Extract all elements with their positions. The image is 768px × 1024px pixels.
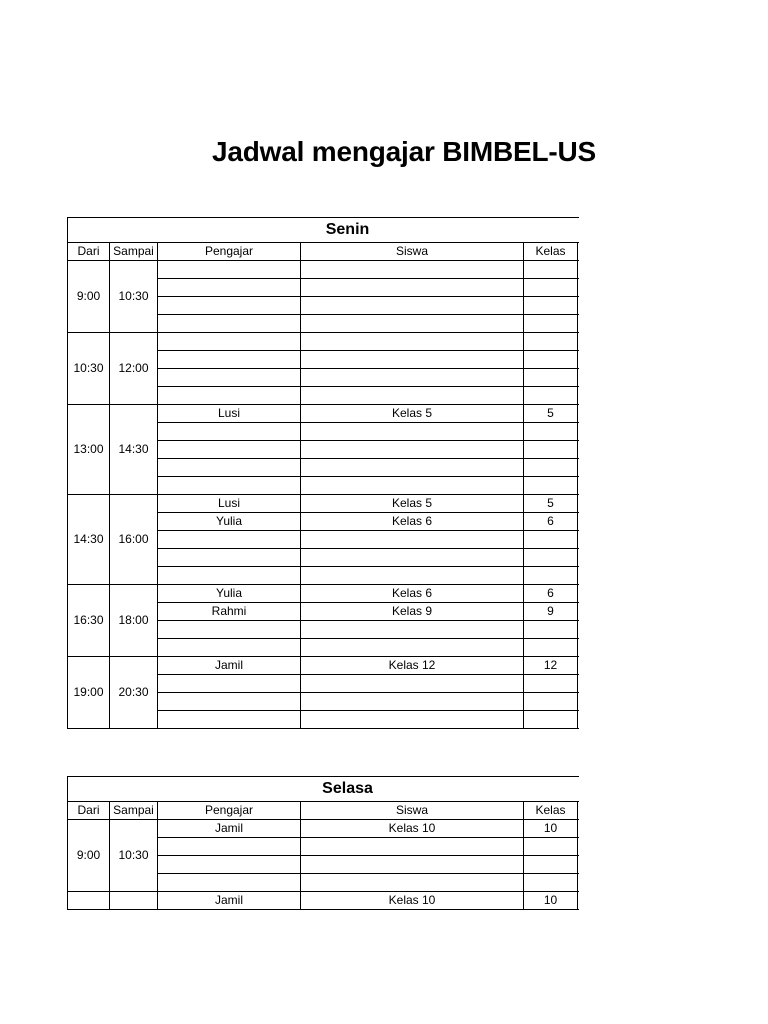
page-title: Jadwal mengajar BIMBEL-US — [212, 136, 596, 167]
student-cell — [301, 459, 524, 477]
student-cell: Kelas 12 — [301, 657, 524, 675]
student-cell — [301, 567, 524, 585]
class-cell — [524, 567, 578, 585]
empty-cell — [578, 856, 580, 874]
empty-cell — [578, 874, 580, 892]
slot-end-time: 20:30 — [110, 657, 158, 729]
empty-cell — [578, 297, 580, 315]
slot-end-time: 10:30 — [110, 261, 158, 333]
student-cell — [301, 441, 524, 459]
empty-cell — [578, 802, 580, 820]
student-cell: Kelas 9 — [301, 603, 524, 621]
class-cell — [524, 261, 578, 279]
day-header-row — [68, 777, 580, 802]
class-cell — [524, 387, 578, 405]
slot-start-time: 19:00 — [68, 657, 110, 729]
empty-cell — [578, 711, 580, 729]
student-cell — [301, 477, 524, 495]
teacher-cell: Rahmi — [158, 603, 301, 621]
teacher-cell — [158, 279, 301, 297]
student-cell: Kelas 6 — [301, 585, 524, 603]
teacher-cell: Jamil — [158, 657, 301, 675]
column-header-dari: Dari — [68, 802, 110, 820]
column-header-pengajar: Pengajar — [158, 243, 301, 261]
day-name: Senin — [68, 218, 580, 243]
empty-cell — [578, 459, 580, 477]
class-cell — [524, 675, 578, 693]
class-cell: 5 — [524, 495, 578, 513]
teacher-cell — [158, 693, 301, 711]
table-row — [68, 657, 580, 675]
slot-start-time: 10:30 — [68, 333, 110, 405]
class-cell: 10 — [524, 892, 578, 910]
class-cell: 5 — [524, 405, 578, 423]
teacher-cell: Lusi — [158, 495, 301, 513]
table-row — [68, 333, 580, 351]
column-header-pengajar: Pengajar — [158, 802, 301, 820]
table-row — [68, 820, 580, 838]
class-cell — [524, 459, 578, 477]
class-cell: 6 — [524, 513, 578, 531]
teacher-cell — [158, 297, 301, 315]
slot-end-time — [110, 892, 158, 910]
empty-cell — [578, 243, 580, 261]
teacher-cell — [158, 531, 301, 549]
empty-cell — [578, 369, 580, 387]
column-header-dari: Dari — [68, 243, 110, 261]
empty-cell — [578, 477, 580, 495]
table-row — [68, 405, 580, 423]
class-cell — [524, 621, 578, 639]
column-header-sampai: Sampai — [110, 802, 158, 820]
empty-cell — [578, 261, 580, 279]
schedule-senin — [67, 217, 579, 742]
empty-cell — [578, 531, 580, 549]
teacher-cell: Jamil — [158, 820, 301, 838]
empty-cell — [578, 892, 580, 910]
teacher-cell — [158, 856, 301, 874]
teacher-cell — [158, 333, 301, 351]
student-cell — [301, 856, 524, 874]
teacher-cell — [158, 387, 301, 405]
empty-cell — [578, 387, 580, 405]
class-cell — [524, 874, 578, 892]
teacher-cell: Yulia — [158, 513, 301, 531]
class-cell — [524, 369, 578, 387]
class-cell: 12 — [524, 657, 578, 675]
slot-start-time: 14:30 — [68, 495, 110, 585]
table-row — [68, 261, 580, 279]
schedule-table — [67, 776, 579, 910]
empty-cell — [578, 495, 580, 513]
teacher-cell — [158, 838, 301, 856]
class-cell — [524, 333, 578, 351]
class-cell — [524, 856, 578, 874]
schedule-selasa — [67, 776, 579, 914]
empty-cell — [578, 279, 580, 297]
column-header-row — [68, 802, 580, 820]
slot-end-time: 10:30 — [110, 820, 158, 892]
empty-cell — [578, 820, 580, 838]
teacher-cell — [158, 315, 301, 333]
teacher-cell: Jamil — [158, 892, 301, 910]
day-name: Selasa — [68, 777, 580, 802]
teacher-cell — [158, 639, 301, 657]
teacher-cell — [158, 423, 301, 441]
column-header-siswa: Siswa — [301, 243, 524, 261]
slot-start-time — [68, 892, 110, 910]
column-header-row — [68, 243, 580, 261]
student-cell — [301, 531, 524, 549]
class-cell — [524, 297, 578, 315]
empty-cell — [578, 315, 580, 333]
slot-end-time: 16:00 — [110, 495, 158, 585]
empty-cell — [578, 675, 580, 693]
teacher-cell — [158, 459, 301, 477]
student-cell — [301, 315, 524, 333]
class-cell — [524, 423, 578, 441]
teacher-cell — [158, 874, 301, 892]
student-cell — [301, 693, 524, 711]
schedule-table — [67, 217, 579, 729]
empty-cell — [578, 621, 580, 639]
class-cell: 9 — [524, 603, 578, 621]
teacher-cell — [158, 261, 301, 279]
student-cell — [301, 351, 524, 369]
class-cell — [524, 351, 578, 369]
teacher-cell — [158, 621, 301, 639]
slot-start-time: 9:00 — [68, 261, 110, 333]
class-cell — [524, 477, 578, 495]
empty-cell — [578, 693, 580, 711]
class-cell — [524, 441, 578, 459]
student-cell — [301, 279, 524, 297]
teacher-cell — [158, 441, 301, 459]
student-cell — [301, 549, 524, 567]
slot-end-time: 18:00 — [110, 585, 158, 657]
slot-end-time: 14:30 — [110, 405, 158, 495]
slot-start-time: 9:00 — [68, 820, 110, 892]
empty-cell — [578, 603, 580, 621]
student-cell: Kelas 5 — [301, 495, 524, 513]
student-cell: Kelas 5 — [301, 405, 524, 423]
empty-cell — [578, 585, 580, 603]
student-cell — [301, 838, 524, 856]
student-cell — [301, 675, 524, 693]
teacher-cell: Lusi — [158, 405, 301, 423]
day-header-row — [68, 218, 580, 243]
empty-cell — [578, 333, 580, 351]
class-cell: 6 — [524, 585, 578, 603]
teacher-cell — [158, 477, 301, 495]
student-cell — [301, 874, 524, 892]
student-cell — [301, 261, 524, 279]
teacher-cell: Yulia — [158, 585, 301, 603]
student-cell: Kelas 10 — [301, 820, 524, 838]
column-header-sampai: Sampai — [110, 243, 158, 261]
empty-cell — [578, 351, 580, 369]
class-cell — [524, 531, 578, 549]
class-cell — [524, 711, 578, 729]
class-cell — [524, 838, 578, 856]
class-cell — [524, 639, 578, 657]
empty-cell — [578, 657, 580, 675]
empty-cell — [578, 639, 580, 657]
student-cell: Kelas 10 — [301, 892, 524, 910]
student-cell — [301, 387, 524, 405]
empty-cell — [578, 549, 580, 567]
slot-start-time: 13:00 — [68, 405, 110, 495]
column-header-siswa: Siswa — [301, 802, 524, 820]
empty-cell — [578, 513, 580, 531]
student-cell — [301, 621, 524, 639]
student-cell — [301, 711, 524, 729]
class-cell — [524, 279, 578, 297]
empty-cell — [578, 423, 580, 441]
table-row — [68, 495, 580, 513]
slot-end-time: 12:00 — [110, 333, 158, 405]
table-row — [68, 585, 580, 603]
class-cell — [524, 693, 578, 711]
student-cell — [301, 369, 524, 387]
empty-cell — [578, 838, 580, 856]
class-cell — [524, 315, 578, 333]
teacher-cell — [158, 351, 301, 369]
column-header-kelas: Kelas — [524, 802, 578, 820]
student-cell — [301, 297, 524, 315]
class-cell — [524, 549, 578, 567]
teacher-cell — [158, 549, 301, 567]
empty-cell — [578, 567, 580, 585]
empty-cell — [578, 441, 580, 459]
student-cell — [301, 639, 524, 657]
table-row — [68, 892, 580, 910]
column-header-kelas: Kelas — [524, 243, 578, 261]
student-cell — [301, 333, 524, 351]
class-cell: 10 — [524, 820, 578, 838]
teacher-cell — [158, 675, 301, 693]
student-cell — [301, 423, 524, 441]
empty-cell — [578, 405, 580, 423]
teacher-cell — [158, 711, 301, 729]
teacher-cell — [158, 567, 301, 585]
student-cell: Kelas 6 — [301, 513, 524, 531]
slot-start-time: 16:30 — [68, 585, 110, 657]
teacher-cell — [158, 369, 301, 387]
